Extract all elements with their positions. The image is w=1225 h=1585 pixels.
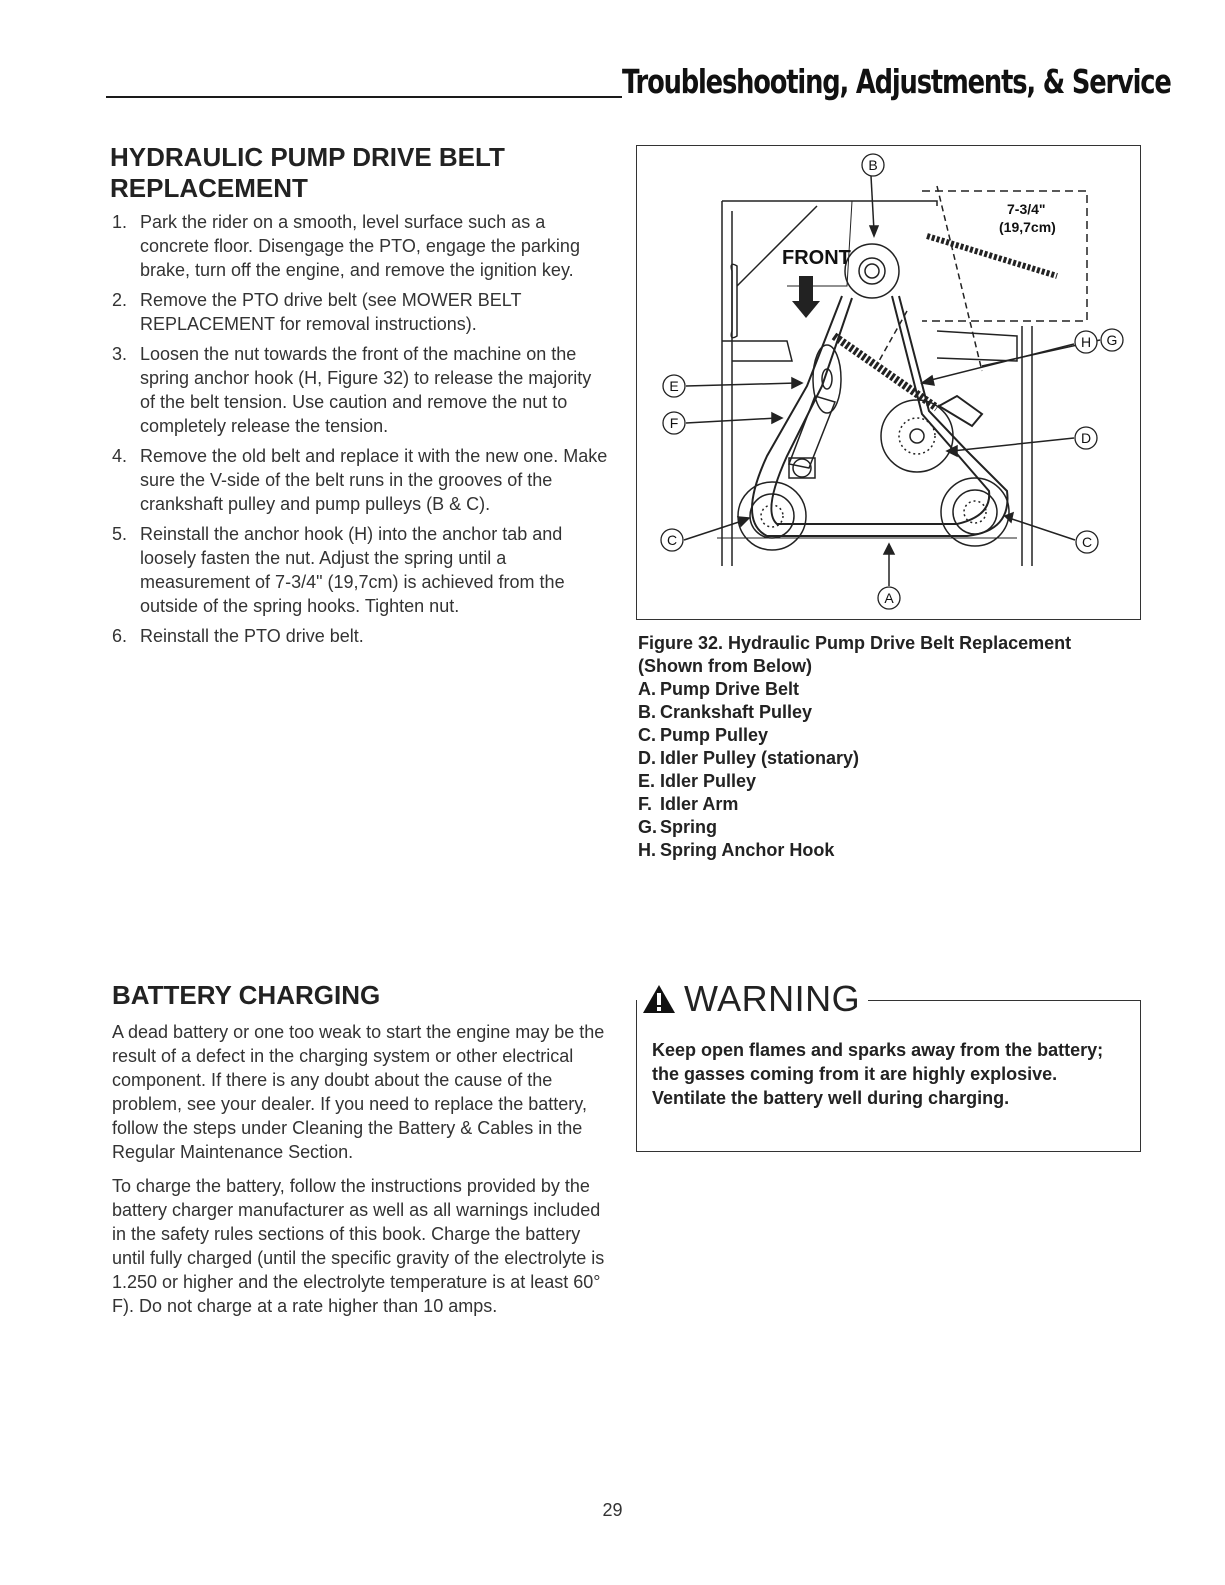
legend-item: F. Idler Arm — [638, 794, 739, 814]
legend-item: E. Idler Pulley — [638, 771, 757, 791]
figure-legend — [638, 678, 859, 862]
page-header-title: Troubleshooting, Adjustments, & Service — [622, 62, 1171, 101]
hydraulic-section-title: HYDRAULIC PUMP DRIVE BELT REPLACEMENT — [110, 142, 505, 203]
callout-c-left: C — [666, 532, 678, 548]
battery-paragraph-1: A dead battery or one too weak to start the engine may be the result of a defect in the charging system or other electrical component. If there is any doubt about the cause of the problem, see your dealer. If you need to replace the battery, follow the steps under Cleaning the Battery & Cables in the Regular Maintenance Section. — [112, 1022, 605, 1162]
battery-paragraph-2: To charge the battery, follow the instructions provided by the battery charger manufacturer as well as all warnings included in the safety rules sections of this book. Charge the battery until fully charged (until the specific gravity of the electrolyte is 1.250 or higher and the electrolyte temperature is at least 60° F). Do not charge at a rate higher than 10 amps. — [112, 1176, 605, 1316]
header-rule — [106, 96, 622, 98]
callout-f: F — [669, 415, 679, 431]
page-number: 29 — [602, 1500, 623, 1520]
pump-pulley-right-icon — [941, 478, 1009, 546]
warning-triangle-icon — [642, 984, 676, 1014]
belt-diagram — [637, 146, 1142, 621]
legend-item: A. Pump Drive Belt — [638, 679, 800, 699]
legend-item: C. Pump Pulley — [638, 725, 769, 745]
warning-text: Keep open flames and sparks away from the battery; the gasses coming from it are highly explosive. Ventilate the battery well during charging. — [652, 1040, 1104, 1108]
pump-drive-belt-icon — [752, 296, 1008, 536]
step-item: 3. Loosen the nut towards the front of the machine on the spring anchor hook (H, Figure 32) to release the majority of the belt tension. Use caution and remove the nut to completely release the tension. — [112, 344, 592, 436]
callout-d: D — [1080, 430, 1092, 446]
legend-item: D. Idler Pulley (stationary) — [638, 748, 860, 768]
warning-top-rule — [868, 1000, 1141, 1001]
legend-item: G. Spring — [638, 817, 717, 837]
warning-heading — [642, 978, 868, 1020]
legend-item: B. Crankshaft Pulley — [638, 702, 813, 722]
step-item: 1. Park the rider on a smooth, level surface such as a concrete floor. Disengage the PTO, engage the parking brake, turn off the engine, and remove the ignition key. — [112, 212, 580, 280]
dimension-inches-label: 7-3/4" — [1007, 201, 1046, 217]
legend-item: H. Spring Anchor Hook — [638, 840, 835, 860]
step-item: 6. Reinstall the PTO drive belt. — [112, 626, 364, 646]
figure-caption: Figure 32. Hydraulic Pump Drive Belt Replacement (Shown from Below) — [638, 633, 1072, 676]
battery-section-title: BATTERY CHARGING — [112, 980, 381, 1010]
callout-e: E — [669, 378, 679, 394]
step-item: 2. Remove the PTO drive belt (see MOWER BELT REPLACEMENT for removal instructions). — [112, 290, 522, 334]
callout-b: B — [868, 157, 878, 173]
figure-32-frame — [636, 145, 1141, 620]
callout-c-right: C — [1081, 534, 1093, 550]
hydraulic-steps-list — [110, 210, 610, 654]
warning-word: WARNING — [684, 978, 861, 1019]
dimension-cm-label: (19,7cm) — [999, 219, 1056, 235]
crankshaft-pulley-icon — [845, 244, 899, 298]
callout-a: A — [884, 590, 894, 606]
callout-g: G — [1106, 332, 1118, 348]
idler-pulley-icon — [813, 345, 841, 413]
front-label: FRONT — [782, 247, 851, 269]
step-item: 4. Remove the old belt and replace it with the new one. Make sure the V-side of the belt runs in the grooves of the crankshaft pulley and pump pulleys (B & C). — [112, 446, 608, 514]
step-item: 5. Reinstall the anchor hook (H) into the anchor tab and loosely fasten the nut. Adjust the spring until a measurement of 7-3/4" (19,7cm) is achieved from the outside of the spring hooks. Tighten nut. — [112, 524, 565, 616]
front-arrow-icon — [792, 276, 820, 318]
callout-h: H — [1080, 334, 1092, 350]
